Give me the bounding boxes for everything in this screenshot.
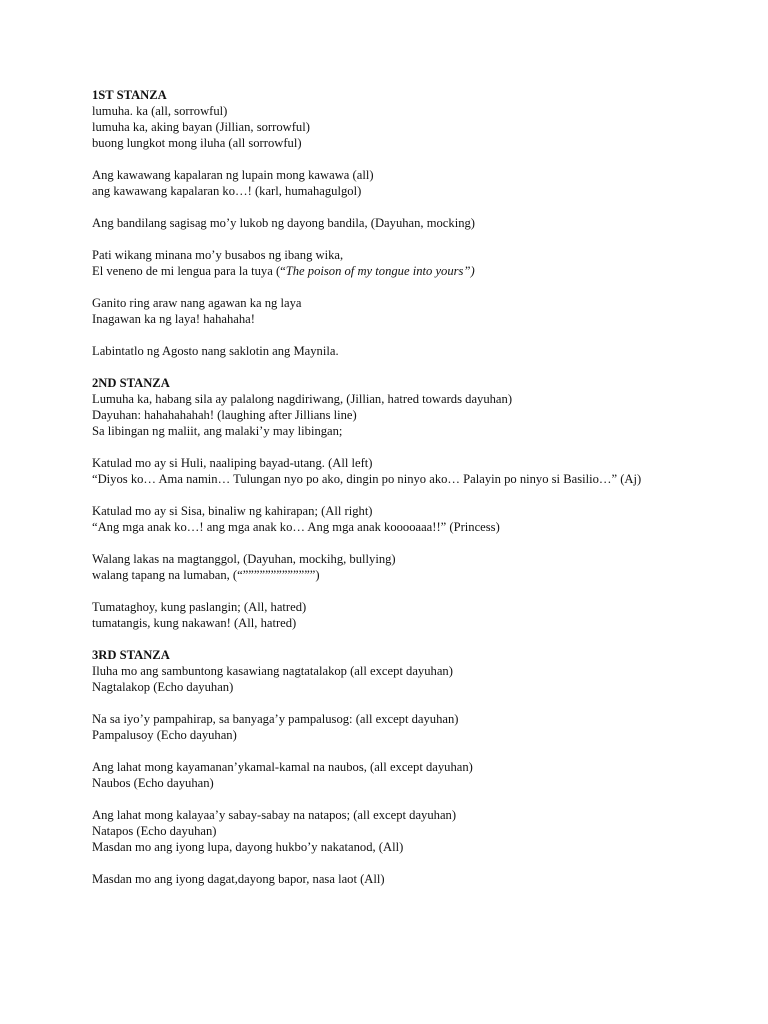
stanza-spacer: [92, 791, 732, 807]
verse-line: Naubos (Echo dayuhan): [92, 776, 214, 790]
stanza-spacer: [92, 487, 732, 503]
verse-line: Na sa iyo’y pampahirap, sa banyaga’y pampalusog: (all except dayuhan): [92, 712, 459, 726]
stanza-spacer: [92, 199, 732, 215]
verse-line: lumuha ka, aking bayan (Jillian, sorrowful): [92, 120, 310, 134]
verse-line: Masdan mo ang iyong dagat,dayong bapor, nasa laot (All): [92, 872, 385, 886]
verse-line: Ang kawawang kapalaran ng lupain mong kawawa (all): [92, 168, 374, 182]
verse-line: Ang lahat mong kayamanan’ykamal-kamal na naubos, (all except dayuhan): [92, 760, 473, 774]
verse-line: Lumuha ka, habang sila ay palalong nagdiriwang, (Jillian, hatred towards dayuhan): [92, 392, 513, 406]
document-page: [92, 87, 732, 887]
verse-line: Labintatlo ng Agosto nang saklotin ang Maynila.: [92, 344, 339, 358]
stanza-spacer: [92, 231, 732, 247]
verse-line: “Ang mga anak ko…! ang mga anak ko… Ang mga anak kooooaaa!!” (Princess): [92, 520, 500, 534]
stanza-spacer: [92, 583, 732, 599]
translation-italic: The poison of my tongue into yours: [285, 264, 464, 278]
verse-line: “Diyos ko… Ama namin… Tulungan nyo po ako, dingin po ninyo ako… Palayin po ninyo si Basilio…” (Aj): [92, 472, 642, 486]
stanza-spacer: [92, 327, 732, 343]
stanza-heading: 2ND STANZA: [92, 376, 170, 390]
verse-line: buong lungkot mong iluha (all sorrowful): [92, 136, 302, 150]
stanza-spacer: [92, 695, 732, 711]
verse-line: walang tapang na lumaban, (“”””””””””””””): [92, 568, 320, 582]
stanza-heading: 3RD STANZA: [92, 648, 170, 662]
verse-line: Katulad mo ay si Sisa, binaliw ng kahirapan; (All right): [92, 504, 373, 518]
verse-line: Natapos (Echo dayuhan): [92, 824, 217, 838]
verse-line: Walang lakas na magtanggol, (Dayuhan, mockihg, bullying): [92, 552, 396, 566]
stanza-spacer: [92, 855, 732, 871]
verse-line: Sa libingan ng maliit, ang malaki’y may libingan;: [92, 424, 343, 438]
verse-line: ang kawawang kapalaran ko…! (karl, humahagulgol): [92, 184, 362, 198]
stanza-spacer: [92, 631, 732, 647]
verse-text: El veneno de mi lengua para la tuya (“: [92, 264, 286, 278]
verse-line: Nagtalakop (Echo dayuhan): [92, 680, 234, 694]
verse-line: Inagawan ka ng laya! hahahaha!: [92, 312, 255, 326]
stanza-spacer: [92, 743, 732, 759]
verse-line: Iluha mo ang sambuntong kasawiang nagtatalakop (all except dayuhan): [92, 664, 453, 678]
verse-line: Ang lahat mong kalayaa’y sabay-sabay na natapos; (all except dayuhan): [92, 808, 457, 822]
verse-line: Pampalusoy (Echo dayuhan): [92, 728, 237, 742]
verse-line: Katulad mo ay si Huli, naaliping bayad-utang. (All left): [92, 456, 373, 470]
stanza-spacer: [92, 151, 732, 167]
verse-line: Tumataghoy, kung paslangin; (All, hatred): [92, 600, 307, 614]
verse-line: Masdan mo ang iyong lupa, dayong hukbo’y nakatanod, (All): [92, 840, 404, 854]
verse-line: lumuha. ka (all, sorrowful): [92, 104, 228, 118]
stanza-spacer: [92, 535, 732, 551]
verse-text: ”): [463, 264, 475, 278]
stanza-spacer: [92, 439, 732, 455]
verse-line: tumatangis, kung nakawan! (All, hatred): [92, 616, 297, 630]
verse-line: Dayuhan: hahahahahah! (laughing after Jillians line): [92, 408, 357, 422]
stanza-heading: 1ST STANZA: [92, 88, 167, 102]
verse-line: Pati wikang minana mo’y busabos ng ibang wika,: [92, 248, 344, 262]
verse-line-spanish: [92, 263, 732, 279]
verse-line: Ang bandilang sagisag mo’y lukob ng dayong bandila, (Dayuhan, mocking): [92, 216, 475, 230]
stanza-spacer: [92, 359, 732, 375]
verse-line: Ganito ring araw nang agawan ka ng laya: [92, 296, 302, 310]
stanza-spacer: [92, 279, 732, 295]
